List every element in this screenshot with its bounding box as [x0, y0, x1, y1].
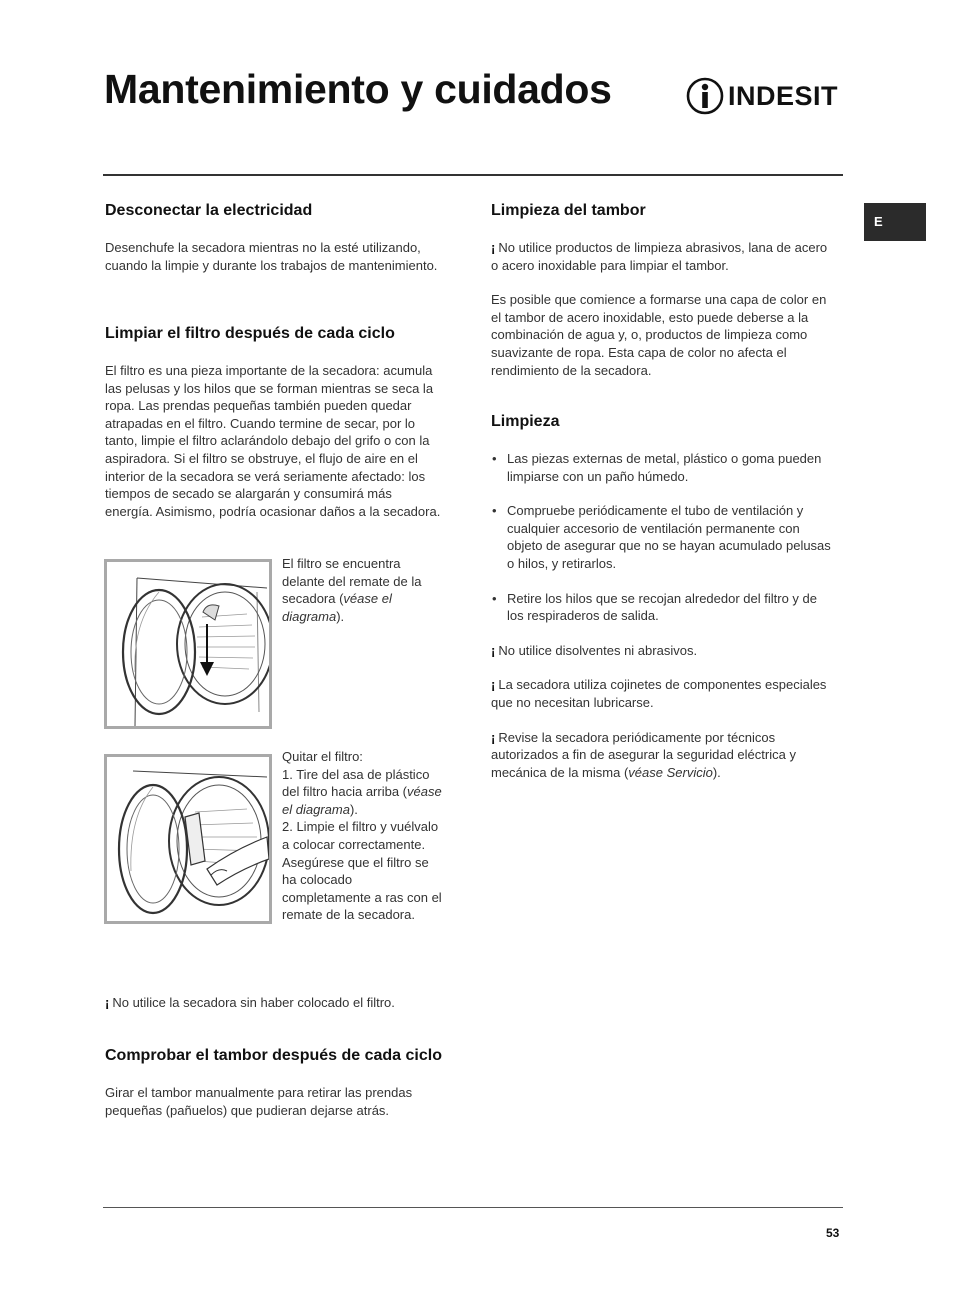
warning-icon: ¡: [491, 240, 496, 255]
warning-paragraph: [491, 642, 831, 660]
warning-icon: ¡: [491, 729, 496, 745]
header-divider: [103, 174, 843, 176]
warning-text: La secadora utiliza cojinetes de componentes especiales que no necesitan lubricarse.: [491, 677, 827, 710]
section-heading: Limpieza: [491, 413, 560, 430]
page-number: 53: [826, 1226, 840, 1240]
list-item: • Compruebe periódicamente el tubo de ventilación y cualquier accesorio de ventilación permanente con objeto de asegurar que no se hayan acumulado pelusas o hilos, y retirarlos.: [491, 502, 831, 572]
warning-paragraph: [491, 676, 831, 711]
indesit-logo-icon: [686, 76, 726, 118]
brand-logo: [686, 76, 846, 118]
list-item: • Retire los hilos que se recojan alrededor del filtro y de los respiraderos de salida.: [491, 590, 831, 625]
warning-text: ).: [712, 764, 721, 780]
warning-icon: ¡: [491, 642, 496, 658]
filter-removal-caption: [282, 748, 442, 924]
caption-intro: Quitar el filtro:: [282, 749, 363, 764]
filter-location-diagram: [104, 559, 272, 729]
warning-paragraph: [491, 239, 831, 274]
warning-text: No utilice disolventes ni abrasivos.: [498, 642, 698, 658]
caption-text: ).: [349, 801, 358, 817]
dryer-door-illustration: [107, 562, 269, 726]
caption-text: El filtro se encuentra delante del remate de la secadora (: [282, 556, 422, 607]
language-tab-label: E: [874, 214, 883, 229]
caption-italic: véase el diagrama: [282, 784, 442, 817]
section-filtro: [105, 325, 443, 520]
warning-italic: véase Servicio: [628, 764, 713, 780]
section-body: El filtro es una pieza importante de la secadora: acumula las pelusas y los hilos que se forman mientras se seca la ropa. Las prendas pequeñas también pueden quedar atrapadas en el filtro. Cuando termine de secar, por lo tanto, limpie el filtro aclarándolo debajo del grifo o con la aspiradora. Si el filtro se obstruye, el flujo de aire en el interior de la secadora se verá seriamente afectado: los tiempos de secado se alargarán y consumirá más energía. Asimismo, podría ocasionar daños a la secadora.: [105, 363, 441, 519]
section-body: Girar el tambor manualmente para retirar las prendas pequeñas (pañuelos) que pudieran dejarse atrás.: [105, 1085, 413, 1118]
caption-italic: véase el diagrama: [282, 591, 392, 624]
section-electricidad: [105, 202, 443, 274]
warning-paragraph: [491, 729, 831, 782]
filter-removal-illustration: [107, 757, 269, 921]
filter-removal-diagram: [104, 754, 272, 924]
section-body: Desenchufe la secadora mientras no la esté utilizando, cuando la limpie y durante los trabajos de mantenimiento.: [105, 240, 438, 273]
caption-text: 1. Tire del asa de plástico del filtro hacia arriba (: [282, 766, 430, 800]
caption-step-1: [282, 766, 442, 819]
warning-icon: ¡: [105, 995, 110, 1010]
caption-text: ).: [336, 608, 345, 624]
section-heading: Comprobar el tambor después de cada ciclo: [105, 1047, 442, 1064]
filter-location-caption: [282, 555, 442, 625]
section-heading: Limpieza del tambor: [491, 202, 646, 219]
list-item: • Las piezas externas de metal, plástico o goma pueden limpiarse con un paño húmedo.: [491, 450, 831, 485]
section-heading: Limpiar el filtro después de cada ciclo: [105, 325, 395, 342]
page-title: Mantenimiento y cuidados: [104, 66, 612, 112]
section-tambor-limpieza: [491, 202, 831, 379]
brand-name: INDESIT: [728, 81, 839, 111]
section-tambor-ciclo: [105, 1047, 443, 1119]
section-limpieza: [491, 413, 831, 781]
filter-warning: [105, 994, 443, 1012]
section-heading: Desconectar la electricidad: [105, 202, 313, 219]
warning-text: No utilice la secadora sin haber colocado el filtro.: [112, 995, 395, 1010]
warning-icon: ¡: [491, 677, 496, 693]
warning-text: Revise la secadora periódicamente por técnicos autorizados a fin de asegurar la seguridad eléctrica y mecánica de la misma (: [491, 729, 796, 780]
caption-step-2: 2. Limpie el filtro y vuélvalo a colocar correctamente. Asegúrese que el filtro se ha colocado completamente a ras con el remate de la secadora.: [282, 819, 442, 923]
warning-text: No utilice productos de limpieza abrasivos, lana de acero o acero inoxidable para limpiar el tambor.: [491, 240, 828, 273]
footer-divider: [103, 1207, 843, 1208]
language-tab: [864, 203, 926, 241]
section-body: Es posible que comience a formarse una capa de color en el tambor de acero inoxidable, esto puede deberse a la combinación de agua y, o, productos de limpieza como suavizante de ropa. Esta capa de color no afecta el rendimiento de la secadora.: [491, 292, 827, 378]
cleaning-list: [491, 450, 831, 625]
